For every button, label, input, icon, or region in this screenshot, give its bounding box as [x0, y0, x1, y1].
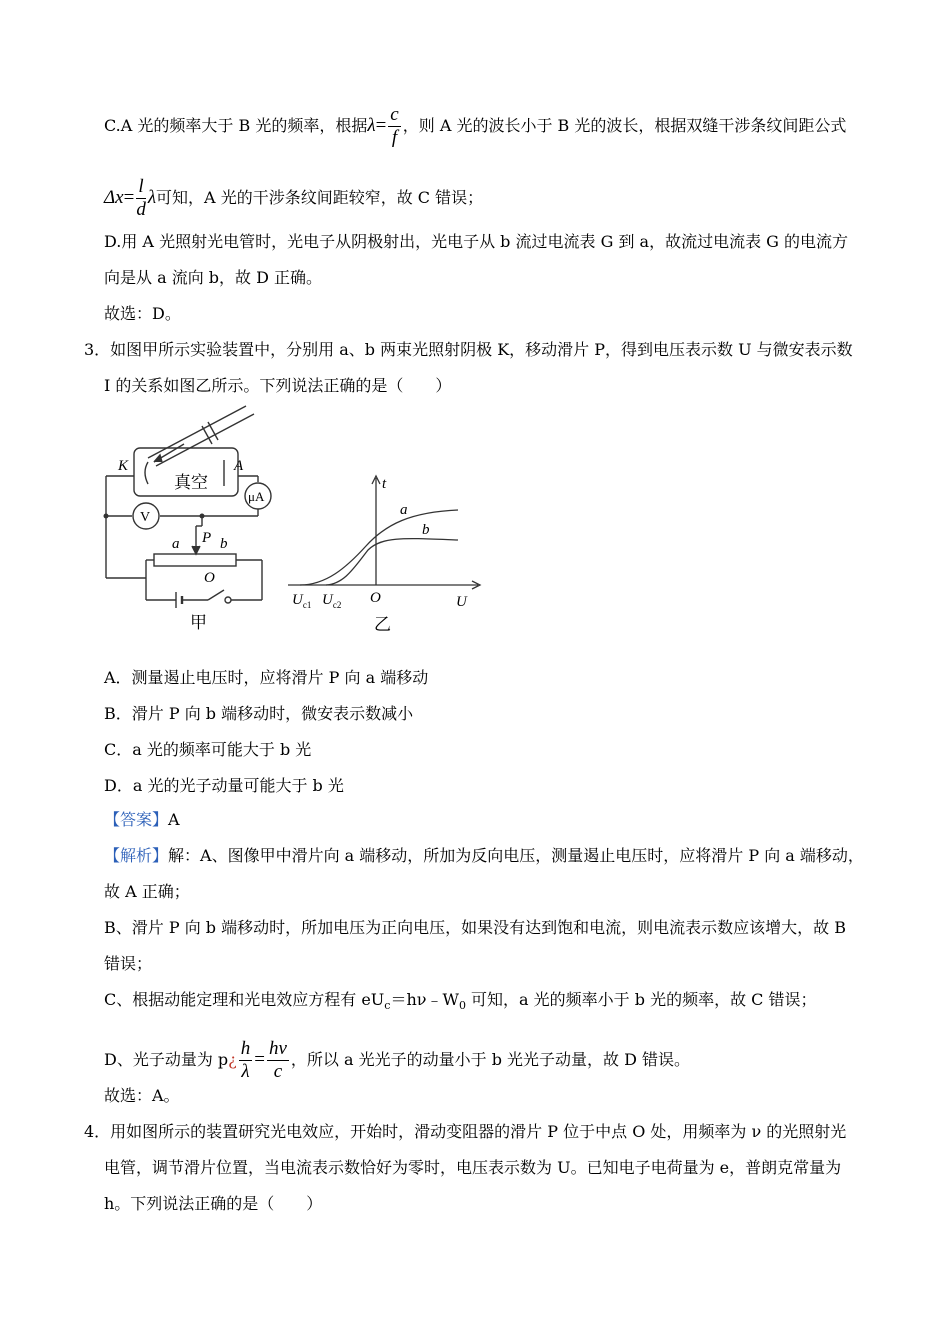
analysis-tag: 【解析】: [104, 846, 169, 865]
equals: =: [123, 187, 135, 208]
frac-num: l: [136, 176, 146, 199]
text: 可知，a 光的频率小于 b 光的频率，故 C 错误；: [465, 990, 817, 1009]
frac-num: c: [390, 104, 399, 125]
light-beam-line: [148, 406, 246, 458]
text: ＝hν﹣W: [390, 990, 459, 1009]
q3-analysis-line3: B、滑片 P 向 b 端移动时，所加电压为正向电压，如果没有达到饱和电流，则电流表示数应该增大，故 B: [104, 918, 846, 937]
label-a: A: [234, 458, 244, 474]
frac-den: c: [273, 1061, 283, 1082]
text: 解：A、图像甲中滑片向 a 端移动，所加为反向电压，测量遏止电压时，应将滑片 P 向 a 端移动，: [168, 846, 864, 865]
label-a-end: a: [172, 536, 180, 552]
rheostat: [154, 554, 236, 566]
lambda-symbol: λ: [147, 187, 157, 208]
fraction-hv-over-c: [267, 1038, 289, 1083]
q4-stem-line2: 电管，调节滑片位置，当电流表示数恰好为零时，电压表示数为 U。已知电子电荷量为 e，普朗克常量为: [104, 1158, 842, 1177]
label-origin: O: [370, 590, 381, 606]
label-t: t: [382, 476, 387, 492]
label-vacuum: 真空: [174, 473, 208, 492]
para-d-line2: 向是从 a 流向 b，故 D 正确。: [104, 268, 323, 287]
text: D、光子动量为 p: [104, 1050, 229, 1069]
label-u: U: [456, 594, 467, 610]
q3-option-d: D．a 光的光子动量可能大于 b 光: [104, 776, 344, 795]
lambda-symbol: λ: [367, 115, 376, 136]
answer-tag: 【答案】: [104, 810, 169, 829]
equals: =: [375, 115, 387, 136]
q3-option-b: B．滑片 P 向 b 端移动时，微安表示数减小: [104, 704, 414, 723]
text: C、根据动能定理和光电效应方程有 eU: [104, 990, 385, 1009]
caption-jia: 甲: [190, 613, 207, 632]
text: C.A 光的频率大于 B 光的频率，根据: [104, 116, 368, 135]
frac-num: h: [240, 1038, 251, 1059]
caption-yi: 乙: [374, 615, 391, 634]
switch-blade: [208, 590, 224, 600]
label-microammeter: μA: [248, 489, 265, 504]
cathode-k: [145, 462, 148, 484]
label-k: K: [118, 458, 129, 474]
label-voltmeter: V: [140, 510, 151, 525]
q3-answer: [104, 810, 180, 830]
arrow-head-icon: [192, 546, 200, 554]
label-uc1: $U_{c1}$: [292, 592, 312, 610]
circuit-figure-jia: [96, 400, 286, 636]
q3-option-a: A．测量遏止电压时，应将滑片 P 向 a 端移动: [104, 668, 429, 687]
para-d-line1: D.用 A 光照射光电管时，光电子从阴极射出，光电子从 b 流过电流表 G 到 a，故流过电流表 G 的电流方: [104, 232, 849, 251]
label-b-end: b: [220, 536, 228, 552]
text: ，所以 a 光光子的动量小于 b 光光子动量，故 D 错误。: [290, 1050, 691, 1069]
junction-dot: [200, 514, 205, 519]
label-p: P: [202, 530, 212, 546]
switch-contact: [225, 597, 231, 603]
answer-value: A: [168, 810, 180, 829]
label-curve-a: a: [400, 502, 408, 518]
subscript: c: [384, 999, 391, 1013]
q3-stem-line2: I 的关系如图乙所示。下列说法正确的是（ ）: [104, 376, 452, 395]
delta-x: Δx: [104, 187, 124, 208]
fraction-c-over-f: [388, 104, 400, 149]
subscript: 0: [458, 999, 466, 1013]
q3-stem-line1: 3．如图甲所示实验装置中，分别用 a、b 两束光照射阴极 K，移动滑片 P，得到电压表示数 U 与微安表示数: [84, 340, 853, 359]
q3-analysis-line1: [104, 846, 864, 866]
label-o: O: [204, 570, 215, 586]
text: ，则 A 光的波长小于 B 光的波长，根据双缝干涉条纹间距公式: [402, 116, 847, 135]
choose-a: 故选：A。: [104, 1086, 180, 1105]
iu-graph-yi: [286, 468, 486, 638]
choose-d: 故选：D。: [104, 304, 181, 323]
equals: =: [254, 1049, 265, 1070]
frac-num: hν: [268, 1038, 287, 1059]
curve-a: [300, 510, 458, 585]
q4-stem-line3: h。下列说法正确的是（ ）: [104, 1194, 323, 1213]
frac-den: λ: [241, 1061, 250, 1082]
q3-option-c: C．a 光的频率可能大于 b 光: [104, 740, 312, 759]
arrow-head-icon: [154, 455, 162, 462]
q3-analysis-line5: [104, 990, 817, 1016]
q3-analysis-line6: [104, 1038, 690, 1083]
junction-dot: [104, 514, 109, 519]
q4-stem-line1: 4．用如图所示的装置研究光电效应，开始时，滑动变阻器的滑片 P 位于中点 O 处，用频率为 ν 的光照射光: [84, 1122, 847, 1141]
fraction-h-over-lambda: [239, 1038, 253, 1083]
curve-b: [326, 539, 458, 585]
text: 可知，A 光的干涉条纹间距较窄，故 C 错误；: [156, 188, 484, 207]
label-curve-b: b: [422, 522, 430, 538]
fraction-l-over-d: [136, 176, 146, 221]
frac-den: f: [391, 127, 398, 148]
q3-analysis-line2: 故 A 正确；: [104, 882, 190, 901]
para-c-line1: [104, 104, 846, 149]
glyph: ¿: [228, 1050, 237, 1069]
frac-den: d: [136, 199, 146, 220]
para-c-line2: [104, 176, 483, 221]
label-uc2: $U_{c2}$: [322, 592, 342, 610]
q3-analysis-line4: 错误；: [104, 954, 153, 973]
